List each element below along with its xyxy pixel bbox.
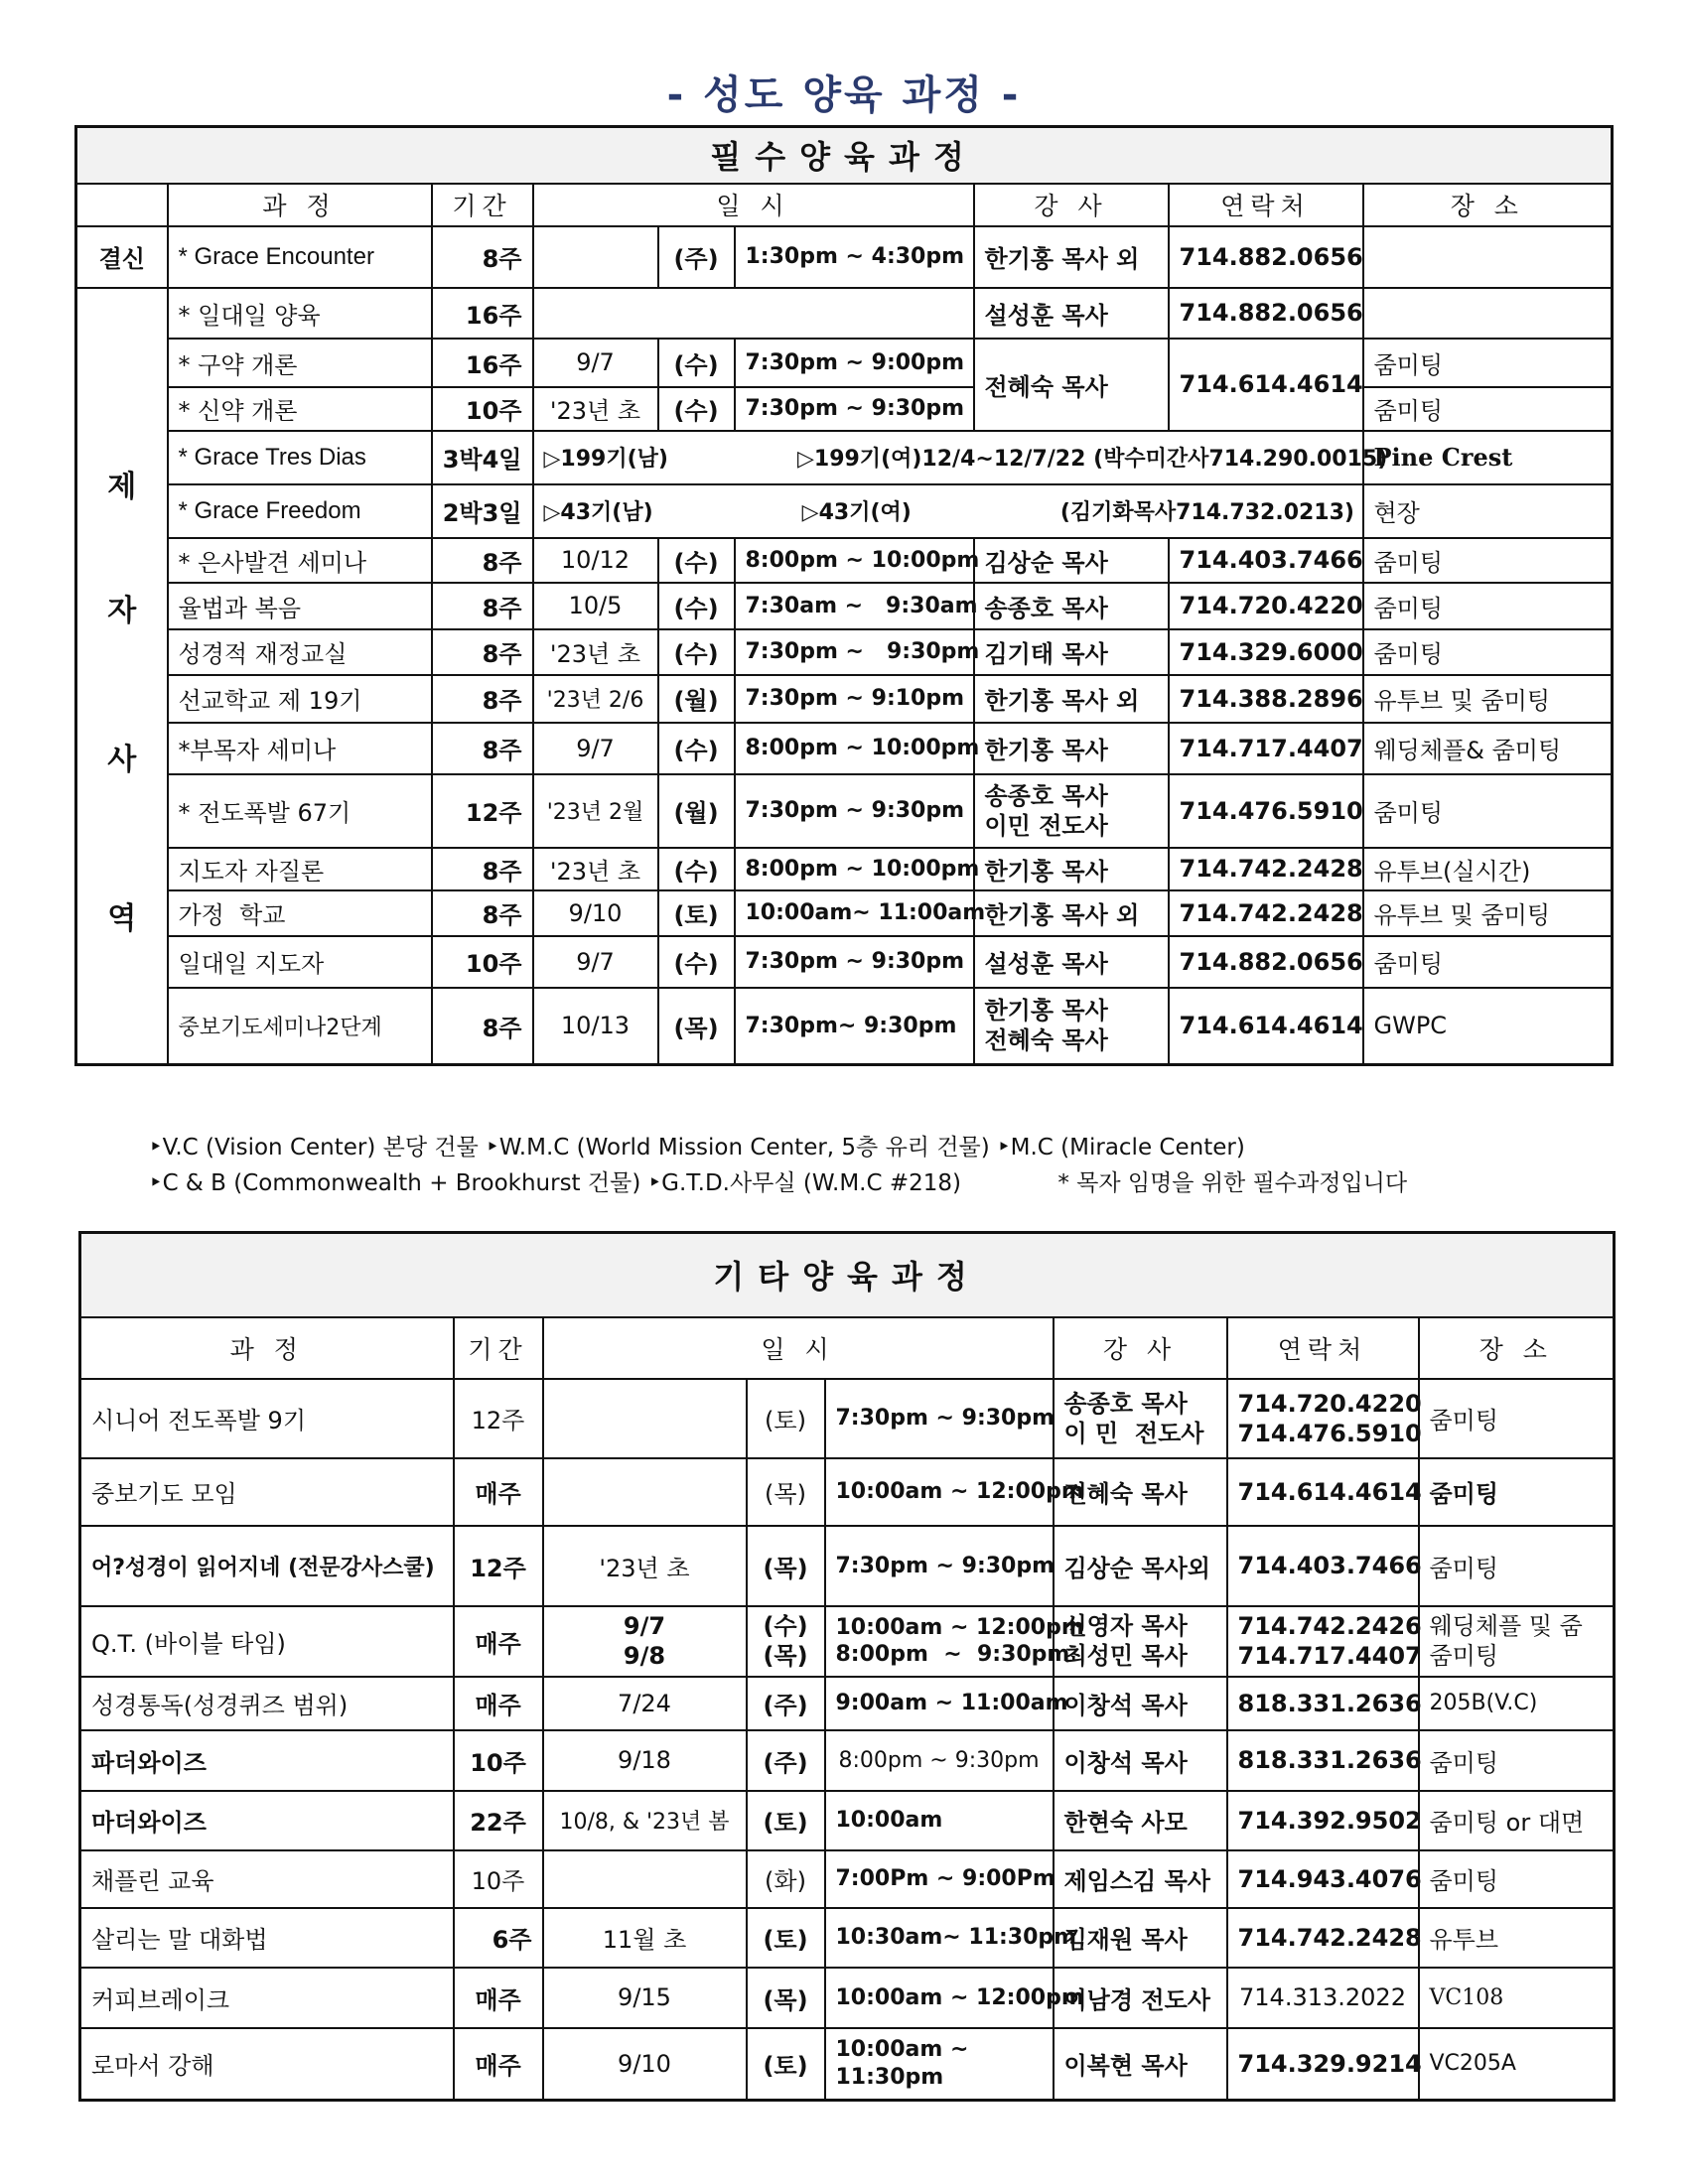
weekday: (수) bbox=[658, 387, 735, 431]
duration: 8주 bbox=[432, 890, 533, 936]
teacher: 한기홍 목사 bbox=[974, 723, 1169, 774]
place: 줌미팅 bbox=[1429, 1642, 1499, 1670]
time: 7:30pm ~ 9:30pm bbox=[735, 387, 974, 431]
start-date: 10/12 bbox=[533, 538, 658, 583]
place: 줌미팅 bbox=[1363, 339, 1613, 387]
course-name: 마더와이즈 bbox=[80, 1791, 454, 1850]
duration: 16주 bbox=[432, 288, 533, 339]
teacher: 이민 전도사 bbox=[984, 811, 1108, 840]
start-date bbox=[543, 1458, 747, 1526]
header-schedule: 일 시 bbox=[533, 184, 974, 226]
teacher: 김상순 목사 bbox=[974, 538, 1169, 583]
teacher: 이창석 목사 bbox=[1054, 1677, 1227, 1730]
legend-item: ‣V.C (Vision Center) 본당 건물 bbox=[149, 1135, 479, 1160]
weekday: (수) bbox=[658, 538, 735, 583]
weekday: (주) bbox=[747, 1677, 825, 1730]
table-row bbox=[80, 1677, 1615, 1730]
weekday: (토) bbox=[747, 2028, 825, 2101]
place: 줌미팅 bbox=[1419, 1379, 1615, 1458]
start-date: 7/24 bbox=[543, 1677, 747, 1730]
table-row bbox=[76, 484, 1613, 538]
place: 유투브 및 줌미팅 bbox=[1363, 890, 1613, 936]
times bbox=[825, 2028, 1054, 2101]
duration: 매주 bbox=[454, 1606, 543, 1677]
course-name: 살리는 말 대화법 bbox=[80, 1908, 454, 1968]
table-row bbox=[80, 2028, 1615, 2101]
time: 7:30pm ~ 9:30pm bbox=[825, 1379, 1054, 1458]
phone: 714.388.2896 bbox=[1169, 675, 1363, 723]
place: 줌미팅 bbox=[1419, 1526, 1615, 1606]
retreat-contact: (김기화목사714.732.0213) bbox=[1059, 500, 1354, 525]
duration: 8주 bbox=[432, 988, 533, 1065]
phone: 714.614.4614 bbox=[1227, 1458, 1419, 1526]
weekday: (목) bbox=[747, 1968, 825, 2028]
time: 7:00Pm ~ 9:00Pm bbox=[825, 1850, 1054, 1908]
time: 8:00pm ~ 10:00pm bbox=[735, 538, 974, 583]
required-course-note: * 목자 임명을 위한 필수과정입니다 bbox=[1057, 1170, 1408, 1196]
retreat-men: ▷199기(남) bbox=[543, 447, 668, 472]
time: 11:30pm bbox=[835, 2064, 944, 2090]
place: 현장 bbox=[1363, 484, 1613, 538]
time: 7:30pm ~ 9:10pm bbox=[735, 675, 974, 723]
phone: 714.943.4076 bbox=[1227, 1850, 1419, 1908]
phone: 714.882.0656 bbox=[1169, 936, 1363, 988]
table-row bbox=[76, 339, 1613, 387]
table-row bbox=[80, 1968, 1615, 2028]
legend-item: ‣G.T.D.사무실 (W.M.C #218) bbox=[647, 1170, 961, 1196]
teacher: 최성민 목사 bbox=[1063, 1642, 1188, 1670]
duration: 8주 bbox=[432, 723, 533, 774]
time: 1:30pm ~ 4:30pm bbox=[735, 226, 974, 288]
weekday: (수) bbox=[658, 339, 735, 387]
time: 7:30pm ~ 9:00pm bbox=[735, 339, 974, 387]
phone: 714.329.6000 bbox=[1169, 629, 1363, 675]
place bbox=[1363, 226, 1613, 288]
legend-line bbox=[149, 1130, 1407, 1165]
header-teacher: 강 사 bbox=[1054, 1317, 1227, 1379]
phone: 714.742.2428 bbox=[1227, 1908, 1419, 1968]
phone: 714.742.2428 bbox=[1169, 890, 1363, 936]
time: 7:30pm ~ 9:30pm bbox=[735, 629, 974, 675]
table-row bbox=[76, 288, 1613, 339]
header-blank bbox=[76, 184, 168, 226]
course-name: * 은사발견 세미나 bbox=[168, 538, 432, 583]
header-duration: 기간 bbox=[432, 184, 533, 226]
time: 9:00am ~ 11:00am bbox=[825, 1677, 1054, 1730]
time: 10:00am ~ bbox=[835, 2037, 969, 2063]
start-date: 9/10 bbox=[533, 890, 658, 936]
place: 줌미팅 bbox=[1419, 1850, 1615, 1908]
course-name: * Grace Encounter bbox=[168, 226, 432, 288]
duration: 8주 bbox=[432, 848, 533, 890]
retreat-women: ▷43기(여) bbox=[801, 500, 912, 525]
time: 7:30pm ~ 9:30pm bbox=[735, 774, 974, 848]
course-name: 채플린 교육 bbox=[80, 1850, 454, 1908]
course-name: * 구약 개론 bbox=[168, 339, 432, 387]
start-date: 9/18 bbox=[543, 1730, 747, 1791]
duration: 10주 bbox=[432, 936, 533, 988]
place: VC205A bbox=[1419, 2028, 1615, 2101]
duration: 12주 bbox=[454, 1526, 543, 1606]
duration: 매주 bbox=[454, 1677, 543, 1730]
phone: 714.329.9214 bbox=[1227, 2028, 1419, 2101]
place: 줌미팅 bbox=[1363, 936, 1613, 988]
course-name: * Grace Tres Dias bbox=[168, 431, 432, 484]
retreat-info bbox=[533, 431, 1388, 484]
phone: 714.476.5910 bbox=[1169, 774, 1363, 848]
duration: 8주 bbox=[432, 538, 533, 583]
duration: 10주 bbox=[454, 1730, 543, 1791]
legend-line bbox=[149, 1165, 1407, 1201]
duration: 6주 bbox=[454, 1908, 543, 1968]
duration: 22주 bbox=[454, 1791, 543, 1850]
header-course: 과 정 bbox=[168, 184, 432, 226]
phone: 714.720.4220 bbox=[1237, 1389, 1422, 1418]
places bbox=[1419, 1606, 1615, 1677]
place: 줌미팅 bbox=[1363, 629, 1613, 675]
header-contact: 연락처 bbox=[1169, 184, 1363, 226]
table-header-row bbox=[80, 1317, 1615, 1379]
time: 10:30am~ 11:30pm bbox=[825, 1908, 1054, 1968]
start-date: 9/7 bbox=[533, 723, 658, 774]
location-legend bbox=[149, 1130, 1407, 1201]
start-date: 9/15 bbox=[543, 1968, 747, 2028]
place: 줌미팅 bbox=[1363, 583, 1613, 629]
duration: 매주 bbox=[454, 1458, 543, 1526]
start-date: 11월 초 bbox=[543, 1908, 747, 1968]
table-row bbox=[80, 1730, 1615, 1791]
start-dates bbox=[543, 1606, 747, 1677]
header-contact: 연락처 bbox=[1227, 1317, 1419, 1379]
weekday: (토) bbox=[658, 890, 735, 936]
time: 7:30pm ~ 9:30pm bbox=[735, 936, 974, 988]
start-date: 9/7 bbox=[623, 1612, 666, 1640]
table-row bbox=[76, 890, 1613, 936]
phone: 714.614.4614 bbox=[1169, 988, 1363, 1065]
teacher: 한기홍 목사 외 bbox=[974, 890, 1169, 936]
course-name: 선교학교 제 19기 bbox=[168, 675, 432, 723]
course-name: 로마서 강해 bbox=[80, 2028, 454, 2101]
course-name: Q.T. (바이블 타임) bbox=[80, 1606, 454, 1677]
course-name: 시니어 전도폭발 9기 bbox=[80, 1379, 454, 1458]
time: 8:00pm ~ 10:00pm bbox=[735, 848, 974, 890]
table-row bbox=[80, 1458, 1615, 1526]
weekday: (토) bbox=[747, 1379, 825, 1458]
header-course: 과 정 bbox=[80, 1317, 454, 1379]
course-name: 성경통독(성경퀴즈 범위) bbox=[80, 1677, 454, 1730]
header-place: 장 소 bbox=[1363, 184, 1613, 226]
group-char: 자 bbox=[107, 593, 137, 628]
time: 8:00pm ~ 9:30pm bbox=[835, 1642, 1070, 1667]
phone: 714.720.4220 bbox=[1169, 583, 1363, 629]
required-course-table bbox=[74, 125, 1614, 1066]
weekdays bbox=[747, 1606, 825, 1677]
duration: 10주 bbox=[432, 387, 533, 431]
table-row bbox=[76, 431, 1613, 484]
teacher: 이창석 목사 bbox=[1054, 1730, 1227, 1791]
times bbox=[825, 1606, 1084, 1677]
table-row bbox=[76, 538, 1613, 583]
place: 줌미팅 or 대면 bbox=[1419, 1791, 1615, 1850]
table-row bbox=[80, 1379, 1615, 1458]
phone: 714.403.7466 bbox=[1169, 538, 1363, 583]
teacher: 한기홍 목사 외 bbox=[974, 675, 1169, 723]
place: 웨딩체플 및 줌 bbox=[1429, 1612, 1583, 1640]
teacher: 송종호 목사 bbox=[984, 781, 1108, 810]
phone: 818.331.2636 bbox=[1227, 1677, 1419, 1730]
teacher: 한기홍 목사 bbox=[984, 997, 1108, 1025]
teacher: 한기홍 목사 bbox=[974, 848, 1169, 890]
phone: 714.717.4407 bbox=[1237, 1642, 1422, 1670]
duration: 8주 bbox=[432, 226, 533, 288]
teacher: 신영자 목사 bbox=[1063, 1612, 1188, 1640]
duration: 12주 bbox=[454, 1379, 543, 1458]
required-section-title: 필수양육과정 bbox=[76, 127, 1613, 184]
weekday: (주) bbox=[747, 1730, 825, 1791]
phone: 714.742.2428 bbox=[1169, 848, 1363, 890]
group-label-jeja bbox=[76, 288, 168, 1065]
start-date bbox=[533, 226, 658, 288]
course-name: 어?성경이 읽어지네 (전문강사스쿨) bbox=[80, 1526, 454, 1606]
place: Pine Crest bbox=[1363, 431, 1613, 484]
place: 유투브(실시간) bbox=[1363, 848, 1613, 890]
phone: 714.403.7466 bbox=[1227, 1526, 1419, 1606]
table-header-row bbox=[76, 184, 1613, 226]
teacher: 김재원 목사 bbox=[1054, 1908, 1227, 1968]
time: 10:00am ~ 12:00pm bbox=[825, 1458, 1054, 1526]
teacher: 이남경 전도사 bbox=[1054, 1968, 1227, 2028]
teachers bbox=[1054, 1606, 1227, 1677]
duration: 매주 bbox=[454, 1968, 543, 2028]
teacher: 한현숙 사모 bbox=[1054, 1791, 1227, 1850]
time: 10:00am~ 11:00am bbox=[735, 890, 974, 936]
table-row bbox=[76, 988, 1613, 1065]
phone: 714.313.2022 bbox=[1227, 1968, 1419, 2028]
retreat-women: ▷199기(여)12/4~12/7/22 (박수미간사714.290.0015) bbox=[796, 447, 1388, 472]
start-date: 9/8 bbox=[623, 1642, 666, 1670]
weekday: (토) bbox=[747, 1791, 825, 1850]
schedule-empty bbox=[533, 288, 974, 339]
start-date: 10/13 bbox=[533, 988, 658, 1065]
phone: 714.392.9502 bbox=[1227, 1791, 1419, 1850]
time: 10:00am ~ 12:00pm bbox=[825, 1968, 1054, 2028]
teacher: 전혜숙 목사 bbox=[1054, 1458, 1227, 1526]
teacher: 한기홍 목사 외 bbox=[974, 226, 1169, 288]
weekday: (화) bbox=[747, 1850, 825, 1908]
table-row bbox=[76, 387, 1613, 431]
teacher: 제임스김 목사 bbox=[1054, 1850, 1227, 1908]
table-row bbox=[76, 583, 1613, 629]
course-name: 성경적 재정교실 bbox=[168, 629, 432, 675]
teacher: 송종호 목사 bbox=[1063, 1389, 1188, 1418]
weekday: (목) bbox=[747, 1458, 825, 1526]
table-row bbox=[76, 675, 1613, 723]
start-date: '23년 초 bbox=[533, 629, 658, 675]
retreat-men: ▷43기(남) bbox=[543, 500, 653, 525]
weekday: (목) bbox=[658, 988, 735, 1065]
table-row bbox=[80, 1791, 1615, 1850]
duration: 12주 bbox=[432, 774, 533, 848]
duration: 3박4일 bbox=[432, 431, 533, 484]
group-char: 사 bbox=[107, 742, 137, 777]
phones bbox=[1227, 1379, 1422, 1458]
teacher: 설성훈 목사 bbox=[974, 936, 1169, 988]
time: 7:30pm ~ 9:30pm bbox=[825, 1526, 1054, 1606]
legend-item: ‣M.C (Miracle Center) bbox=[997, 1135, 1245, 1160]
duration: 2박3일 bbox=[432, 484, 533, 538]
start-date: 10/8, & '23년 봄 bbox=[543, 1791, 747, 1850]
course-name: * 신약 개론 bbox=[168, 387, 432, 431]
time: 8:00pm ~ 10:00pm bbox=[735, 723, 974, 774]
teachers bbox=[1054, 1379, 1227, 1458]
course-name: *부목자 세미나 bbox=[168, 723, 432, 774]
other-course-table bbox=[78, 1231, 1616, 2102]
start-date: 10/5 bbox=[533, 583, 658, 629]
weekday: (목) bbox=[763, 1642, 808, 1670]
group-label-gyeolsin: 결신 bbox=[76, 226, 168, 288]
place: 유투브 및 줌미팅 bbox=[1363, 675, 1613, 723]
course-name: 중보기도 모임 bbox=[80, 1458, 454, 1526]
start-date bbox=[543, 1850, 747, 1908]
group-char: 역 bbox=[107, 900, 137, 936]
place: 205B(V.C) bbox=[1419, 1677, 1615, 1730]
course-name: 파더와이즈 bbox=[80, 1730, 454, 1791]
weekday: (수) bbox=[658, 583, 735, 629]
phone: 714.882.0656 bbox=[1169, 226, 1363, 288]
weekday: (주) bbox=[658, 226, 735, 288]
duration: 8주 bbox=[432, 675, 533, 723]
teachers bbox=[974, 988, 1169, 1065]
header-schedule: 일 시 bbox=[543, 1317, 1054, 1379]
table-row bbox=[80, 1606, 1615, 1677]
page-title: - 성도 양육 과정 - bbox=[666, 72, 1022, 118]
teacher: 전혜숙 목사 bbox=[984, 1026, 1108, 1055]
teacher: 송종호 목사 bbox=[974, 583, 1169, 629]
start-date: 9/10 bbox=[543, 2028, 747, 2101]
table-row bbox=[80, 1526, 1615, 1606]
time: 7:30pm~ 9:30pm bbox=[735, 988, 974, 1065]
weekday: (수) bbox=[763, 1612, 808, 1640]
duration: 8주 bbox=[432, 583, 533, 629]
retreat-info bbox=[533, 484, 1363, 538]
course-name: 커피브레이크 bbox=[80, 1968, 454, 2028]
place: 줌미팅 bbox=[1419, 1730, 1615, 1791]
course-name: 지도자 자질론 bbox=[168, 848, 432, 890]
duration: 매주 bbox=[454, 2028, 543, 2101]
place bbox=[1363, 288, 1613, 339]
duration: 8주 bbox=[432, 629, 533, 675]
duration: 10주 bbox=[454, 1850, 543, 1908]
duration: 16주 bbox=[432, 339, 533, 387]
table-row bbox=[76, 723, 1613, 774]
place: GWPC bbox=[1363, 988, 1613, 1065]
start-date: '23년 2/6 bbox=[533, 675, 658, 723]
legend-item: ‣C & B (Commonwealth + Brookhurst 건물) bbox=[149, 1170, 641, 1196]
teacher: 김기태 목사 bbox=[974, 629, 1169, 675]
phone: 714.882.0656 bbox=[1169, 288, 1363, 339]
teachers bbox=[974, 774, 1169, 848]
weekday: (목) bbox=[747, 1526, 825, 1606]
course-name: 가정 학교 bbox=[168, 890, 432, 936]
place: 유투브 bbox=[1419, 1908, 1615, 1968]
weekday: (토) bbox=[747, 1908, 825, 1968]
table-row bbox=[76, 226, 1613, 288]
header-teacher: 강 사 bbox=[974, 184, 1169, 226]
time: 7:30am ~ 9:30am bbox=[735, 583, 974, 629]
teacher: 김상순 목사외 bbox=[1054, 1526, 1227, 1606]
teacher: 전혜숙 목사 bbox=[974, 339, 1169, 431]
phone: 818.331.2636 bbox=[1227, 1730, 1419, 1791]
place: 줌미팅 bbox=[1363, 538, 1613, 583]
place: 웨딩체플& 줌미팅 bbox=[1363, 723, 1613, 774]
table-row bbox=[76, 774, 1613, 848]
phone: 714.717.4407 bbox=[1169, 723, 1363, 774]
start-date: '23년 초 bbox=[533, 848, 658, 890]
start-date: 9/7 bbox=[533, 339, 658, 387]
phones bbox=[1227, 1606, 1422, 1677]
weekday: (수) bbox=[658, 629, 735, 675]
course-name: 율법과 복음 bbox=[168, 583, 432, 629]
start-date: '23년 초 bbox=[533, 387, 658, 431]
table-row bbox=[80, 1850, 1615, 1908]
place: 줌미팅 bbox=[1363, 387, 1613, 431]
legend-item: ‣W.M.C (World Mission Center, 5층 유리 건물) bbox=[486, 1135, 990, 1160]
table-row bbox=[76, 629, 1613, 675]
time: 10:00am bbox=[825, 1791, 1054, 1850]
header-duration: 기간 bbox=[454, 1317, 543, 1379]
start-date bbox=[543, 1379, 747, 1458]
teacher: 이복현 목사 bbox=[1054, 2028, 1227, 2101]
weekday: (수) bbox=[658, 848, 735, 890]
other-section-title: 기타양육과정 bbox=[80, 1233, 1615, 1317]
weekday: (수) bbox=[658, 936, 735, 988]
course-name: * 일대일 양육 bbox=[168, 288, 432, 339]
header-place: 장 소 bbox=[1419, 1317, 1615, 1379]
table-row bbox=[76, 936, 1613, 988]
group-char: 제 bbox=[107, 469, 137, 504]
table-row bbox=[76, 848, 1613, 890]
phone: 714.476.5910 bbox=[1237, 1419, 1422, 1447]
table-row bbox=[80, 1908, 1615, 1968]
phone: 714.742.2426 bbox=[1237, 1612, 1422, 1640]
start-date: 9/7 bbox=[533, 936, 658, 988]
place: 줌미팅 bbox=[1419, 1458, 1615, 1526]
course-name: 중보기도세미나2단계 bbox=[168, 988, 432, 1065]
weekday: (월) bbox=[658, 774, 735, 848]
weekday: (수) bbox=[658, 723, 735, 774]
course-name: 일대일 지도자 bbox=[168, 936, 432, 988]
time: 8:00pm ~ 9:30pm bbox=[825, 1730, 1054, 1791]
course-name: * 전도폭발 67기 bbox=[168, 774, 432, 848]
teacher: 설성훈 목사 bbox=[974, 288, 1169, 339]
place: 줌미팅 bbox=[1363, 774, 1613, 848]
place: VC108 bbox=[1419, 1968, 1615, 2028]
start-date: '23년 2월 bbox=[533, 774, 658, 848]
course-name: * Grace Freedom bbox=[168, 484, 432, 538]
teacher: 이 민 전도사 bbox=[1063, 1419, 1204, 1447]
time: 10:00am ~ 12:00pm bbox=[835, 1614, 1084, 1640]
start-date: '23년 초 bbox=[543, 1526, 747, 1606]
phone: 714.614.4614 bbox=[1169, 339, 1363, 431]
weekday: (월) bbox=[658, 675, 735, 723]
